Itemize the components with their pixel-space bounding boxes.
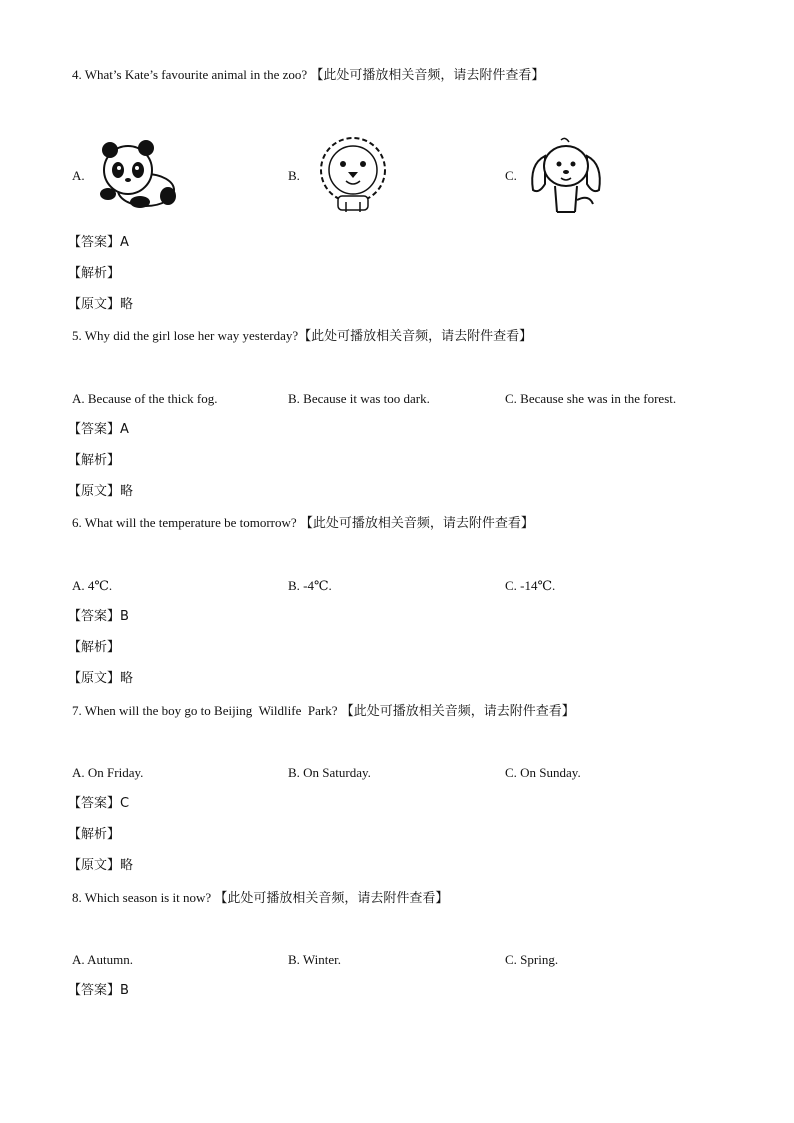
option-b: B. -4℃. bbox=[288, 578, 332, 593]
answer-6: 【答案】B bbox=[68, 609, 129, 624]
option-c: C. Spring. bbox=[505, 952, 559, 967]
answer-8: 【答案】B bbox=[68, 983, 129, 998]
answer-7: 【答案】C bbox=[68, 796, 130, 811]
option-b: B. Because it was too dark. bbox=[288, 391, 430, 406]
analysis-7: 【解析】 bbox=[68, 827, 121, 842]
option-b-label: B. bbox=[288, 168, 300, 183]
option-a: A. On Friday. bbox=[72, 765, 144, 780]
audio-note[interactable]: 【此处可播放相关音频，请去附件查看】 bbox=[340, 704, 575, 719]
option-a: A. Because of the thick fog. bbox=[72, 391, 218, 406]
option-b: B. On Saturday. bbox=[288, 765, 371, 780]
answer-5: 【答案】A bbox=[68, 422, 129, 437]
analysis-6: 【解析】 bbox=[68, 640, 121, 655]
original-7: 【原文】略 bbox=[68, 858, 134, 873]
question-7: 7. When will the boy go to Beijing Wildlife Park? 【此处可播放相关音频，请去附件查看】 bbox=[72, 703, 575, 719]
original-5: 【原文】略 bbox=[68, 484, 134, 499]
original-6: 【原文】略 bbox=[68, 671, 134, 686]
audio-note[interactable]: 【此处可播放相关音频，请去附件查看】 bbox=[310, 68, 545, 83]
lion-icon bbox=[312, 134, 394, 216]
analysis-5: 【解析】 bbox=[68, 453, 121, 468]
option-a-label: A. bbox=[72, 168, 85, 183]
option-c: C. Because she was in the forest. bbox=[505, 391, 677, 406]
audio-note[interactable]: 【此处可播放相关音频，请去附件查看】 bbox=[299, 516, 534, 531]
option-c: C. On Sunday. bbox=[505, 765, 581, 780]
dog-icon bbox=[527, 134, 607, 218]
option-a: A. Autumn. bbox=[72, 952, 134, 967]
analysis-4: 【解析】 bbox=[68, 266, 121, 281]
option-a: A. 4℃. bbox=[72, 578, 113, 593]
question-4: 4. What’s Kate’s favourite animal in the zoo? 【此处可播放相关音频，请去附件查看】 bbox=[72, 67, 545, 83]
question-5: 5. Why did the girl lose her way yesterday?【此处可播放相关音频，请去附件查看】 bbox=[72, 328, 533, 344]
question-8: 8. Which season is it now? 【此处可播放相关音频，请去附件查看】 bbox=[72, 890, 449, 906]
audio-note[interactable]: 【此处可播放相关音频，请去附件查看】 bbox=[214, 891, 449, 906]
original-4: 【原文】略 bbox=[68, 297, 134, 312]
audio-note[interactable]: 【此处可播放相关音频，请去附件查看】 bbox=[298, 329, 533, 344]
option-b: B. Winter. bbox=[288, 952, 342, 967]
option-c: C. -14℃. bbox=[505, 578, 556, 593]
option-c-label: C. bbox=[505, 168, 517, 183]
panda-icon bbox=[96, 138, 180, 210]
answer-4: 【答案】A bbox=[68, 235, 129, 250]
question-6: 6. What will the temperature be tomorrow? 【此处可播放相关音频，请去附件查看】 bbox=[72, 515, 534, 531]
